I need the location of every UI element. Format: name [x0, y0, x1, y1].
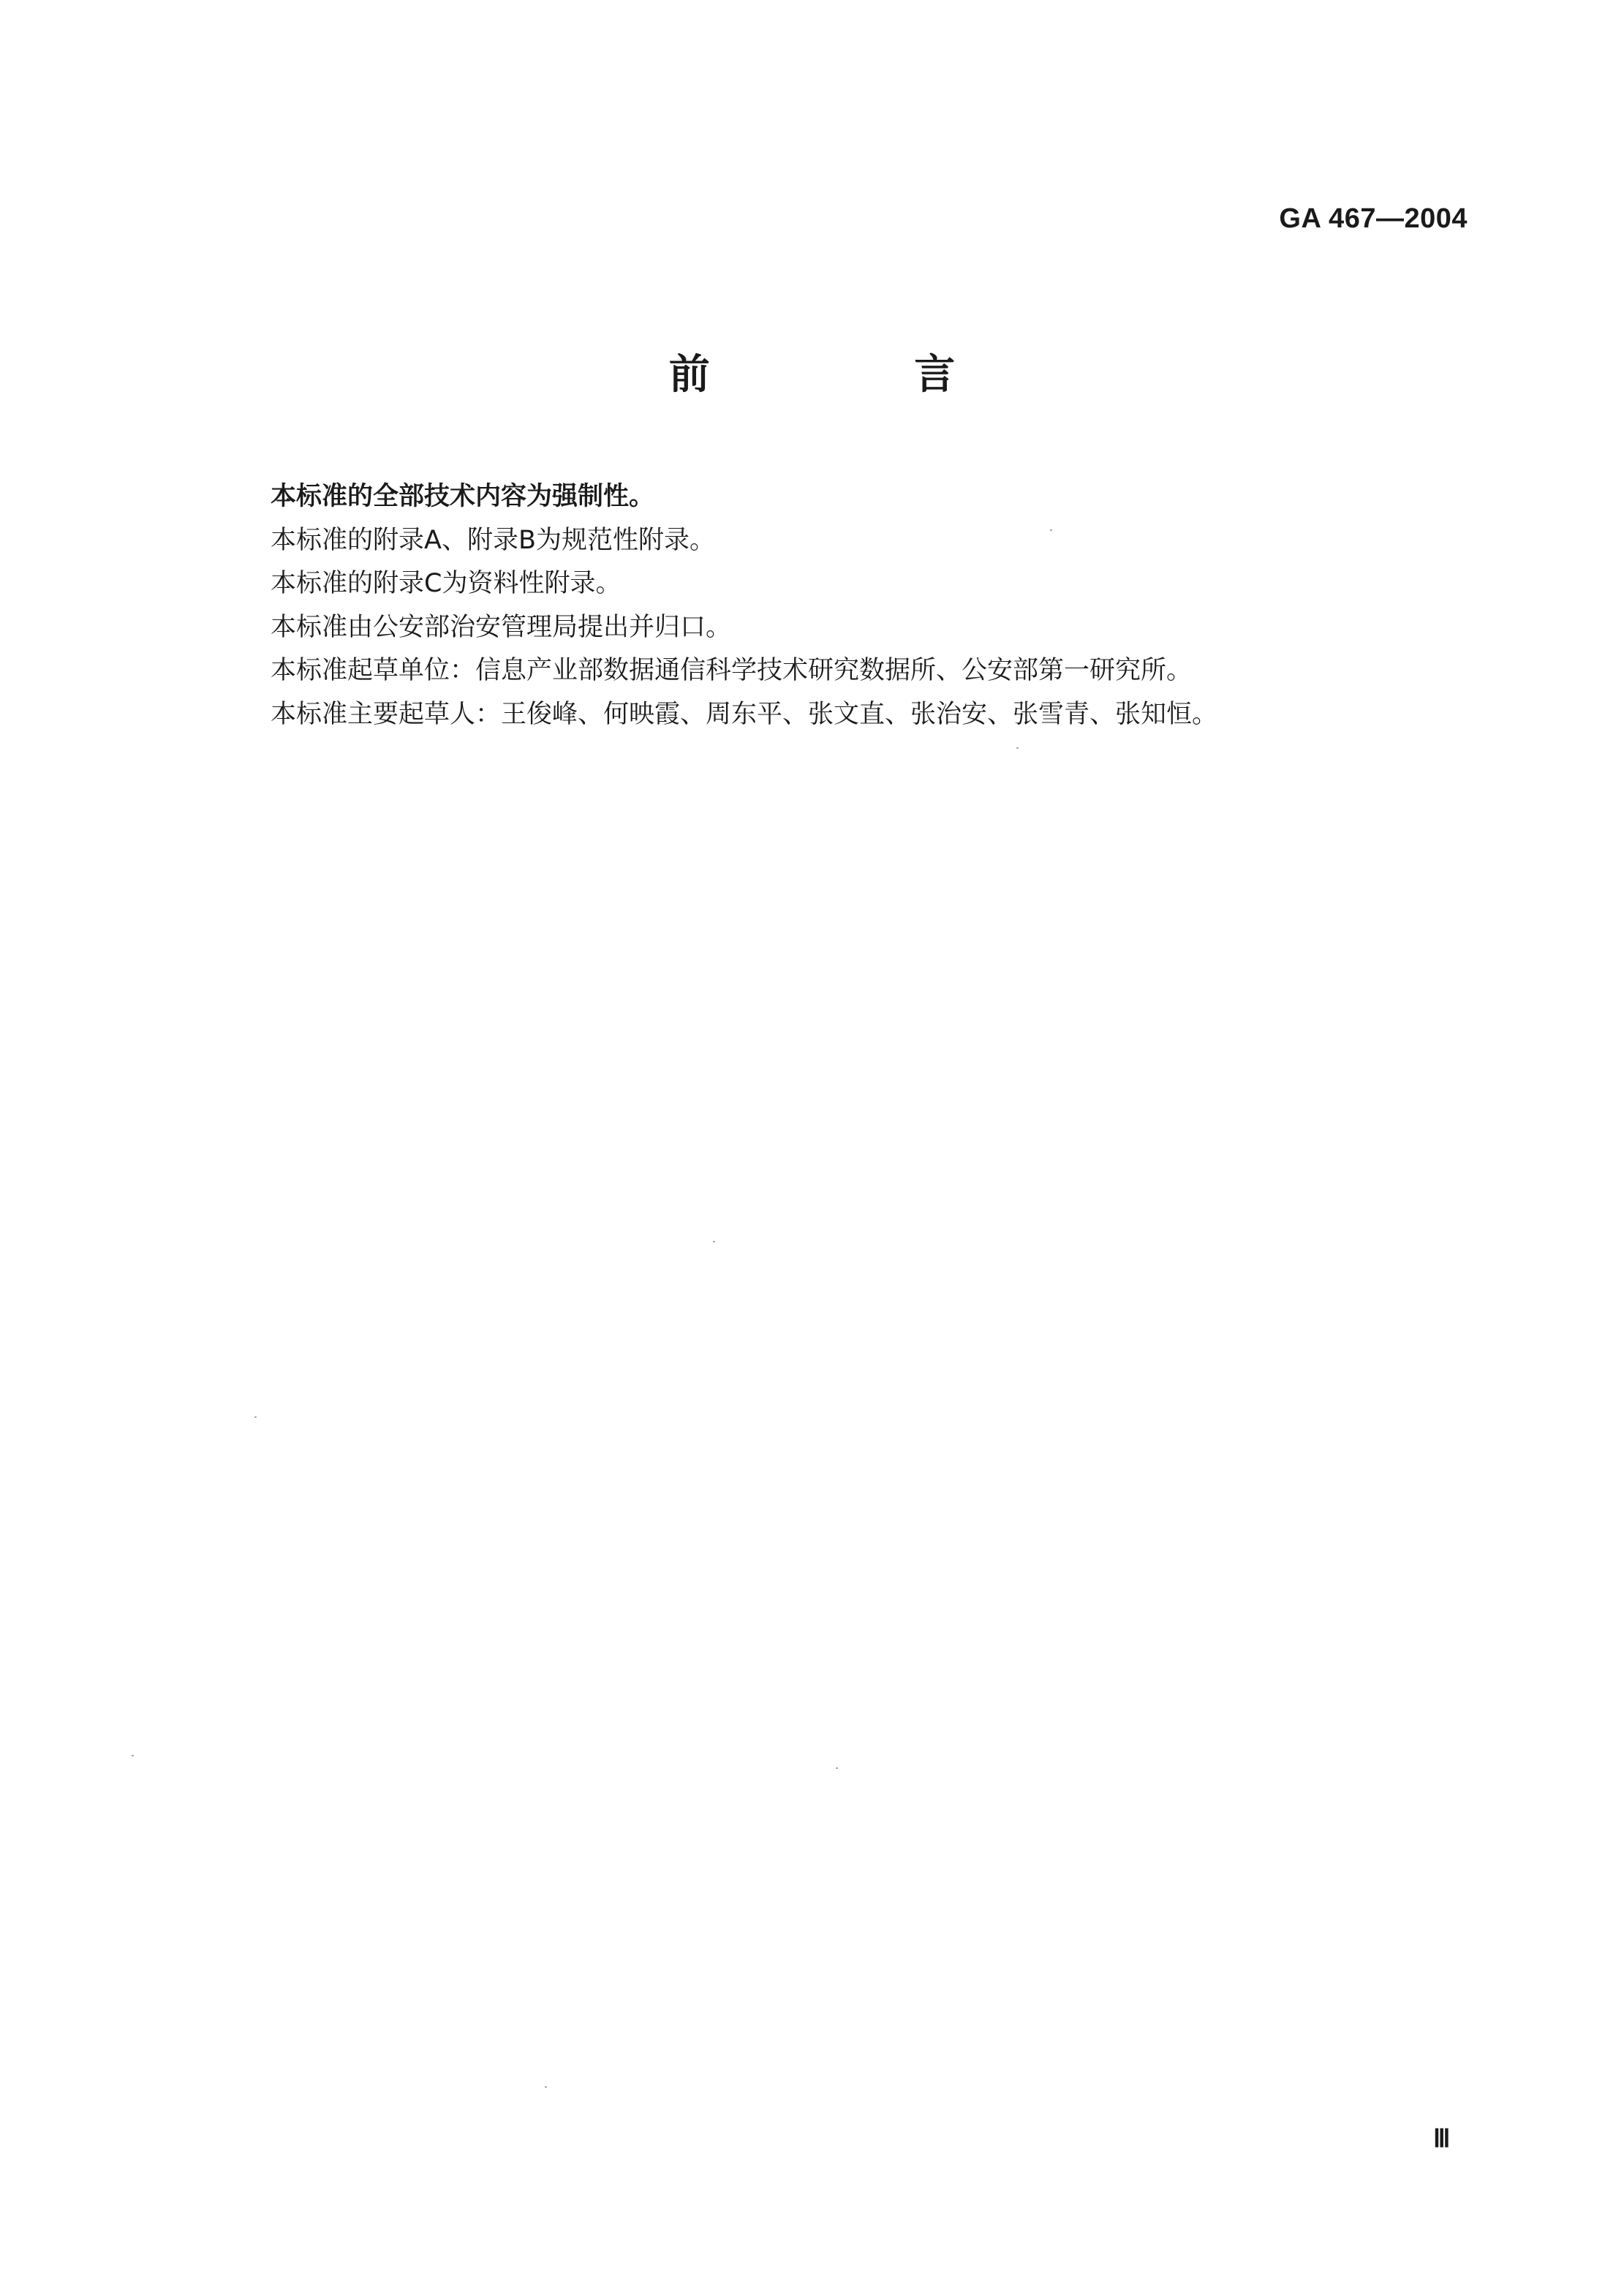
- scan-speck: [545, 2086, 547, 2088]
- paragraph-informative-annex: 本标准的附录C为资料性附录。: [271, 569, 622, 598]
- paragraph-normative-annexes: 本标准的附录A、附录B为规范性附录。: [271, 525, 715, 555]
- page-title: 前 言: [668, 351, 1051, 399]
- foreword-body: [271, 475, 1382, 736]
- scan-speck: [254, 1416, 257, 1418]
- paragraph-drafters: 本标准主要起草人：王俊峰、何映霞、周东平、张文直、张治安、张雪青、张知恒。: [271, 699, 1218, 729]
- scan-speck: [1050, 529, 1052, 531]
- scan-speck: [132, 1755, 134, 1756]
- page-number: Ⅲ: [1433, 2126, 1450, 2153]
- scan-speck: [713, 1241, 715, 1242]
- paragraph-drafting-units: 本标准起草单位：信息产业部数据通信科学技术研究数据所、公安部第一研究所。: [271, 656, 1193, 685]
- paragraph-proposed-by: 本标准由公安部治安管理局提出并归口。: [271, 612, 732, 642]
- scan-speck: [836, 1767, 838, 1769]
- scan-speck: [1016, 747, 1019, 749]
- paragraph-mandatory-content: 本标准的全部技术内容为强制性。: [271, 482, 655, 511]
- standard-code: GA 467—2004: [1279, 203, 1468, 234]
